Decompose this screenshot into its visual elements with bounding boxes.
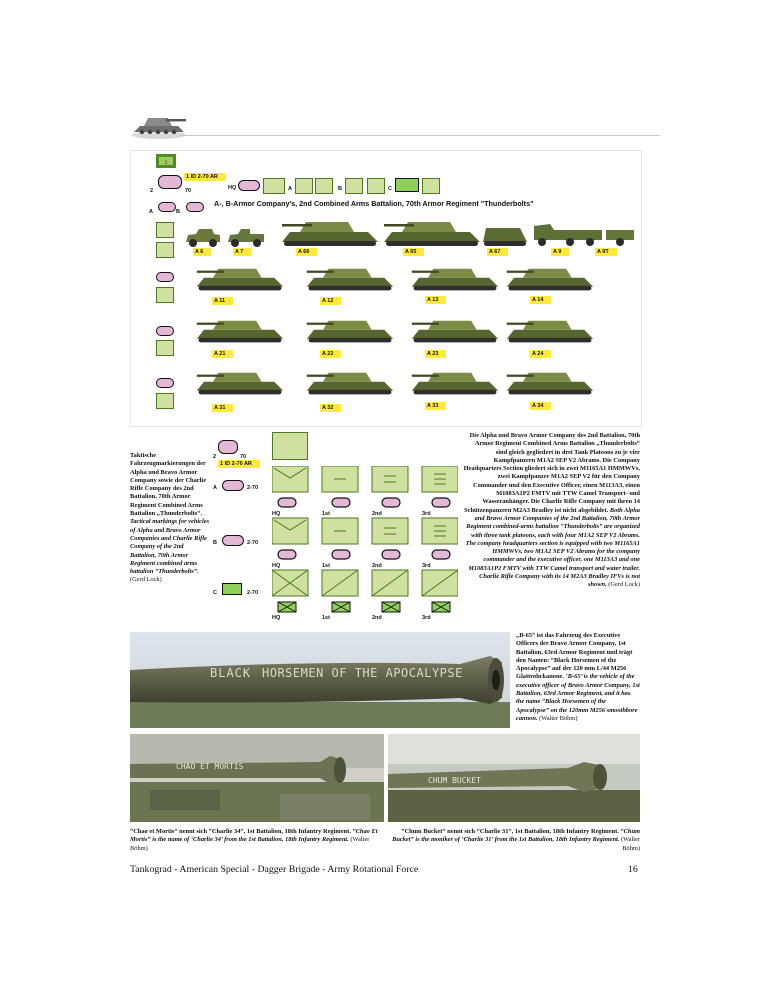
tag-a21: A 21 bbox=[212, 350, 233, 358]
barrel-text-chum: CHUM BUCKET bbox=[428, 776, 481, 785]
footer-title: Tankograd - American Special - Dagger Brigade - Army Rotational Force bbox=[130, 864, 419, 875]
photo2-caption: “Chao et Mortis“ nennt sich “Charlie 34“, 1st Battalion, 18th Infantry Regiment. “Chao Et Mortis” is the name of ‘Charlie 34’ from the 1st Battalion, 18th Infantry Regiment. (Walter Böhm) bbox=[130, 828, 378, 852]
barrel-text-horsemen: HORSEMEN OF THE APOCALYPSE bbox=[262, 666, 463, 680]
tank-a34 bbox=[505, 362, 595, 398]
photo-chum-bucket bbox=[388, 734, 640, 822]
tag-a12: A 12 bbox=[320, 297, 341, 305]
co-b-box-1 bbox=[345, 178, 363, 194]
tank-a13 bbox=[410, 258, 500, 294]
tag-a7: A 7 bbox=[233, 248, 251, 256]
grid-3rd-2: 3rd bbox=[422, 563, 431, 569]
hmmwv-2 bbox=[226, 226, 266, 248]
grid-hq-3: HQ bbox=[272, 615, 281, 621]
tank-a31 bbox=[195, 362, 285, 398]
grid-1st-2: 1st bbox=[322, 563, 330, 569]
legend-b-symbol bbox=[222, 535, 244, 546]
grid-1st-3: 1st bbox=[322, 615, 330, 621]
co-a-box-2 bbox=[315, 178, 333, 194]
plate-plt2-oval bbox=[156, 326, 174, 336]
co-b-box-2 bbox=[367, 178, 385, 194]
tank-a11 bbox=[195, 258, 285, 294]
plate-co-a: A bbox=[149, 209, 153, 215]
grid-3rd-3: 3rd bbox=[422, 615, 431, 621]
tag-a33: A 33 bbox=[425, 402, 446, 410]
m113-apc bbox=[480, 222, 530, 248]
grid-3rd-1: 3rd bbox=[422, 511, 431, 517]
legend-bn-right: 70 bbox=[240, 454, 247, 460]
tag-a9t: A 9T bbox=[595, 248, 617, 256]
grid-2nd-3: 2nd bbox=[372, 615, 382, 621]
grid-2nd-1: 2nd bbox=[372, 511, 382, 517]
left-caption: Taktische Fahrzeugmarkierungen der Alpha und Bravo Armor Company sowie der Charlie Rifle Company des 2nd Battalion, 70th Armor Regiment Combined Arms Battalion „Thunderbolts“. Tactical markings for vehicles of Alpha and Bravo Armor Companies and Charlie Rifle Company of the 2nd Battalion, 70th Armor Regiment combined arms battalion “Thunderbolts”. (Gerd Lock) bbox=[130, 452, 210, 584]
co-c-box bbox=[422, 178, 440, 194]
tag-a24: A 24 bbox=[530, 350, 551, 358]
tag-a11: A 11 bbox=[212, 297, 233, 305]
tag-a32: A 32 bbox=[320, 404, 341, 412]
legend-a-label: A bbox=[213, 485, 217, 491]
grid-1st-1: 1st bbox=[322, 511, 330, 517]
legend-c-label: C bbox=[213, 590, 217, 596]
plate-hq-sym-1 bbox=[156, 222, 174, 238]
plate-plt1-oval bbox=[156, 272, 174, 282]
tag-a22: A 22 bbox=[320, 350, 341, 358]
grid-2nd-2: 2nd bbox=[372, 563, 382, 569]
bn-left-number: 2 bbox=[150, 188, 154, 194]
legend-b-unit: 2-70 bbox=[247, 540, 259, 546]
tank-a33 bbox=[410, 362, 500, 398]
plate-plt2-sym bbox=[156, 340, 174, 356]
hq-symbol bbox=[238, 180, 260, 191]
battalion-symbol bbox=[158, 175, 182, 189]
legend-a-unit: 2-70 bbox=[247, 485, 259, 491]
plate-title: A-, B-Armor Company's, 2nd Combined Arms Battalion, 70th Armor Regiment "Thunderbolts" bbox=[214, 199, 534, 208]
tag-a67: A 67 bbox=[487, 248, 508, 256]
tank-a23 bbox=[410, 310, 500, 346]
svg-text:1: 1 bbox=[164, 160, 168, 166]
grid-hq-2: HQ bbox=[272, 563, 281, 569]
legend-c-unit: 2-70 bbox=[247, 590, 259, 596]
tank-a65 bbox=[382, 212, 482, 248]
co-b-label: B bbox=[338, 186, 342, 192]
tag-a6: A 6 bbox=[193, 248, 211, 256]
hq-vehicle-box bbox=[263, 178, 285, 194]
page-number: 16 bbox=[628, 864, 638, 875]
co-a-box-1 bbox=[295, 178, 313, 194]
header-rule bbox=[180, 135, 660, 136]
markings-grid bbox=[272, 466, 458, 626]
photo-black-horsemen bbox=[130, 632, 510, 728]
legend-c-symbol bbox=[222, 583, 242, 595]
barrel-text-black: BLACK bbox=[210, 666, 252, 680]
tank-a24 bbox=[505, 310, 595, 346]
tag-a9: A 9 bbox=[551, 248, 569, 256]
legend-bn-left: 2 bbox=[213, 454, 217, 460]
legend-a-symbol bbox=[222, 480, 244, 491]
tag-a34: A 34 bbox=[530, 402, 551, 410]
bn-right-number: 70 bbox=[185, 188, 192, 194]
tank-a32 bbox=[305, 362, 395, 398]
legend-hq-big bbox=[272, 432, 308, 460]
plate-plt3-oval bbox=[156, 378, 174, 388]
legend-bn-symbol bbox=[218, 440, 238, 454]
tag-a13: A 13 bbox=[425, 296, 446, 304]
bn-tag: 1 ID 2-70 AR bbox=[184, 173, 226, 181]
plate-plt3-sym bbox=[156, 393, 174, 409]
co-a-label: A bbox=[288, 186, 292, 192]
plate-hq-sym-2 bbox=[156, 242, 174, 258]
legend-bn-tag: 1 ID 2-70 AR bbox=[218, 460, 260, 468]
photo-chao-et-mortis bbox=[130, 734, 384, 822]
fmtv-truck bbox=[532, 218, 636, 248]
tank-a21 bbox=[195, 310, 285, 346]
legend-b-label: B bbox=[213, 540, 217, 546]
photo3-caption: “Chum Bucket“ nennt sich “Charlie 31“, 1st Battalion, 18th Infantry Regiment. “Chum Bucket” is the moniker of ‘Charlie 31’ from the 1st Battalion, 18th Infantry Regiment. (Walter Böhm) bbox=[392, 828, 640, 852]
hq-label: HQ bbox=[228, 185, 237, 191]
tank-a66 bbox=[280, 212, 380, 248]
tank-a14 bbox=[505, 258, 595, 294]
tag-a65: A 65 bbox=[403, 248, 424, 256]
barrel-text-chao: CHAO ET MORTIS bbox=[176, 762, 244, 771]
tank-a12 bbox=[305, 258, 395, 294]
plate-plt1-sym bbox=[156, 287, 174, 303]
co-c-symbol bbox=[395, 178, 419, 192]
right-caption: Die Alpha und Bravo Armor Company des 2nd Battalion, 70th Armor Regiment Combined Arms Battalion „Thunderbolts“ sind gleich gegliedert in drei Tank Platoons zu je vier Kampfpanzern M1A2 SEP V2 Abrams. Die Company Headquarters Section gliedert sich in zwei M1165A1 HMMWVs, zwei Kampfpanzer M1A2 SEP V2 für den Company Commander und den Executive Officer, einen M113A3, einen M1083A1P2 FMTV mit TTW Camel Transport- und Wasseranhänger. Die Charlie Rifle Company mit ihren 14 Schützenpanzern M2A3 Bradley ist nicht abgebildet. Both Alpha and Bravo Armor Companies of the 2nd Battalion, 70th Armor Regiment combined-arms battalion “Thunderbolts” are organized with three tank platoons, each with four M1A2 SEP V2 Abrams. The company headquarters section is equipped with two M1165A1 HMMWVs, two M1A2 SEP V2 Abrams for the company commander and the executive officer, one M113A3 and one M1083A1P2 FMTV with TTW Camel transport and water trailer. Charlie Rifle Company with its 14 M2A3 Bradley IFVs is not shown. (Gerd Lock) bbox=[463, 432, 640, 589]
tank-a22 bbox=[305, 310, 395, 346]
tag-a66: A 66 bbox=[296, 248, 317, 256]
tag-a14: A 14 bbox=[530, 296, 551, 304]
co-c-label: C bbox=[388, 186, 392, 192]
division-patch-icon bbox=[156, 154, 176, 168]
plate-co-b: B bbox=[176, 209, 180, 215]
grid-hq-1: HQ bbox=[272, 511, 281, 517]
plate-a-symbol bbox=[158, 202, 176, 212]
tag-a31: A 31 bbox=[212, 404, 233, 412]
plate-b-symbol bbox=[186, 202, 204, 212]
photo1-caption: „B-65“ ist das Fahrzeug des Executive Officers der Bravo Armor Company, 1st Battalion, 63rd Armor Regiment und trägt den Namen: “Black Horsemen of the Apocalypse” auf der 120 mm L/44 M256 Glattrohrkanone. ‘B-65’ is the vehicle of the executive officer of Bravo Armor Company, 1st Battalion, 63rd Armor Regiment, and it has the name “Black Horsemen of the Apocalypse” on the 120mm M256 smoothbore cannon. (Walter Böhm) bbox=[516, 632, 640, 722]
hmmwv-1 bbox=[184, 226, 222, 248]
tag-a23: A 23 bbox=[425, 350, 446, 358]
